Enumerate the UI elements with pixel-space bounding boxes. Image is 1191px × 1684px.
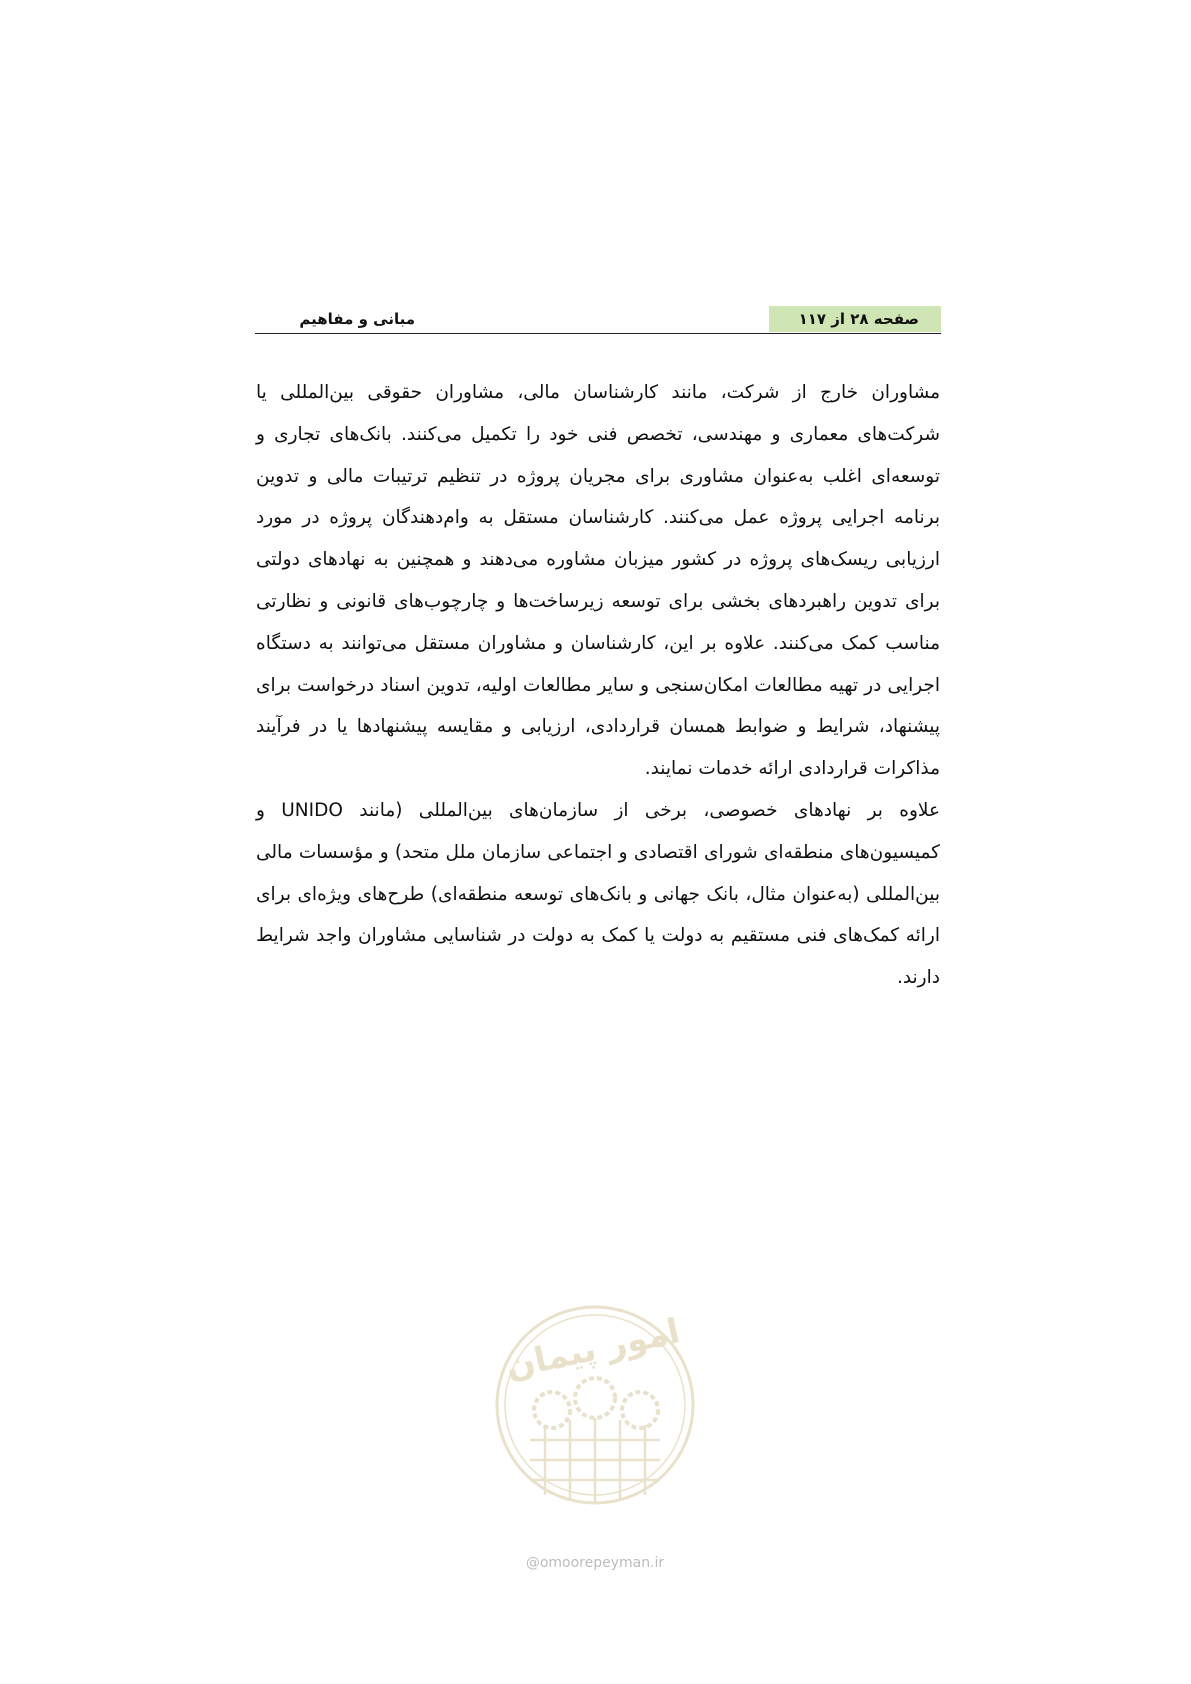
body-text: [256, 372, 940, 999]
paragraph-2: علاوه بر نهادهای خصوصی، برخی از سازمان‌های بین‌المللی (مانند UNIDO و کمیسیون‌های منطقه‌ای شورای اقتصادی و اجتماعی سازمان ملل متحد) و مؤسسات مالی بین‌المللی (به‌عنوان مثال، بانک جهانی و بانک‌های توسعه منطقه‌ای) طرح‌های ویژه‌ای برای ارائه کمک‌های فنی مستقیم به دولت یا کمک به دولت در شناسایی مشاوران واجد شرایط دارند.: [256, 799, 940, 989]
page-counter: صفحه ۲۸ از ۱۱۷: [769, 306, 941, 332]
header-divider: [255, 333, 941, 334]
watermark-url: @omoorepeyman.ir: [525, 1555, 665, 1571]
watermark-logo: [490, 1290, 700, 1580]
paragraph-1: مشاوران خارج از شرکت، مانند کارشناسان مالی، مشاوران حقوقی بین‌المللی یا شرکت‌های معماری و مهندسی، تخصص فنی خود را تکمیل می‌کنند. بانک‌های تجاری و توسعه‌ای اغلب به‌عنوان مشاوری برای مجریان پروژه در تنظیم ترتیبات مالی و تدوین برنامه اجرایی پروژه عمل می‌کنند. کارشناسان مستقل به وام‌دهندگان پروژه در مورد ارزیابی ریسک‌های پروژه در کشور میزبان مشاوره می‌دهند و همچنین به نهادهای دولتی برای تدوین راهبردهای بخشی برای توسعه زیرساخت‌ها و چارچوب‌های قانونی و نظارتی مناسب کمک می‌کنند. علاوه بر این، کارشناسان و مشاوران مستقل می‌توانند به دستگاه اجرایی در تهیه مطالعات امکان‌سنجی و سایر مطالعات اولیه، تدوین اسناد درخواست برای پیشنهاد، شرایط و ضوابط همسان قراردادی، ارزیابی و مقایسه پیشنهادها یا در فرآیند مذاکرات قراردادی ارائه خدمات نمایند.: [256, 382, 940, 780]
section-title: مبانی و مفاهیم: [299, 310, 415, 328]
page-header: [255, 306, 941, 334]
watermark-logo-text: امور پیمان: [502, 1311, 684, 1388]
